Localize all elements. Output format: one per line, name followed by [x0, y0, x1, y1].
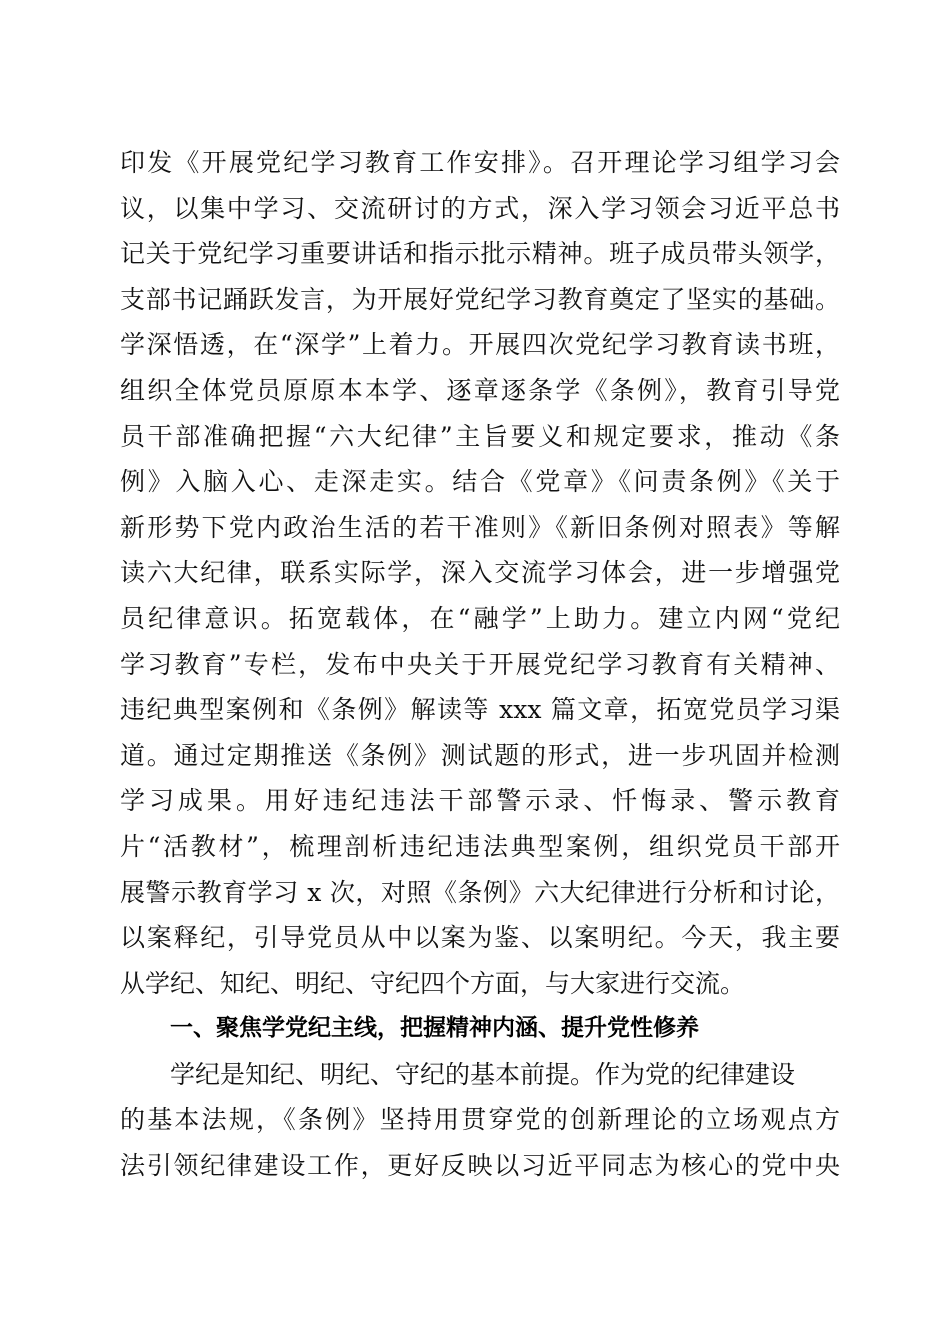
paragraph-1-line-17: 展警示教育学习 x 次，对照《条例》六大纪律进行分析和讨论， [120, 877, 840, 907]
paragraph-1-line-8: 例》入脑入心、走深走实。结合《党章》《问责条例》《关于 [120, 467, 840, 497]
paragraph-1-line-10: 读六大纪律，联系实际学，深入交流学习体会，进一步增强党 [120, 558, 840, 588]
section-heading-1: 一、聚焦学党纪主线，把握精神内涵、提升党性修养 [170, 1015, 699, 1042]
paragraph-1-line-15: 学习成果。用好违纪违法干部警示录、忏悔录、警示教育 [120, 786, 840, 816]
paragraph-1-line-6: 组织全体党员原原本本学、逐章逐条学《条例》，教育引导党 [120, 375, 840, 405]
paragraph-1-line-3: 记关于党纪学习重要讲话和指示批示精神。班子成员带头领学， [120, 239, 840, 269]
paragraph-1-line-19: 从学纪、知纪、明纪、守纪四个方面，与大家进行交流。 [120, 968, 746, 998]
paragraph-1-line-7: 员干部准确把握“六大纪律”主旨要义和规定要求，推动《条 [120, 421, 840, 451]
paragraph-1-line-4: 支部书记踊跃发言，为开展好党纪学习教育奠定了坚实的基础。 [120, 284, 840, 314]
paragraph-1-line-16: 片“活教材”，梳理剖析违纪违法典型案例，组织党员干部开 [120, 831, 840, 861]
paragraph-2-line-1: 学纪是知纪、明纪、守纪的基本前提。作为党的纪律建设 [170, 1059, 796, 1089]
paragraph-1-line-13: 违纪典型案例和《条例》解读等 xxx 篇文章，拓宽党员学习渠 [120, 695, 840, 725]
paragraph-1-line-2: 议，以集中学习、交流研讨的方式，深入学习领会习近平总书 [120, 193, 840, 223]
paragraph-1-line-18: 以案释纪，引导党员从中以案为鉴、以案明纪。今天，我主要 [120, 923, 840, 953]
paragraph-1-line-1: 印发《开展党纪学习教育工作安排》。召开理论学习组学习会 [120, 148, 840, 177]
paragraph-1-line-9: 新形势下党内政治生活的若干准则》《新旧条例对照表》等解 [120, 512, 840, 542]
document-body [120, 140, 840, 1189]
paragraph-1-line-12: 学习教育”专栏，发布中央关于开展党纪学习教育有关精神、 [120, 649, 840, 679]
paragraph-1-line-5: 学深悟透，在“深学”上着力。开展四次党纪学习教育读书班， [120, 330, 840, 360]
paragraph-1-line-11: 员纪律意识。拓宽载体，在“融学”上助力。建立内网“党纪 [120, 603, 840, 633]
paragraph-2-line-2: 的基本法规，《条例》坚持用贯穿党的创新理论的立场观点方 [120, 1105, 840, 1135]
paragraph-2-line-3: 法引领纪律建设工作，更好反映以习近平同志为核心的党中央 [120, 1151, 840, 1181]
paragraph-1-line-14: 道。通过定期推送《条例》测试题的形式，进一步巩固并检测 [120, 740, 840, 770]
